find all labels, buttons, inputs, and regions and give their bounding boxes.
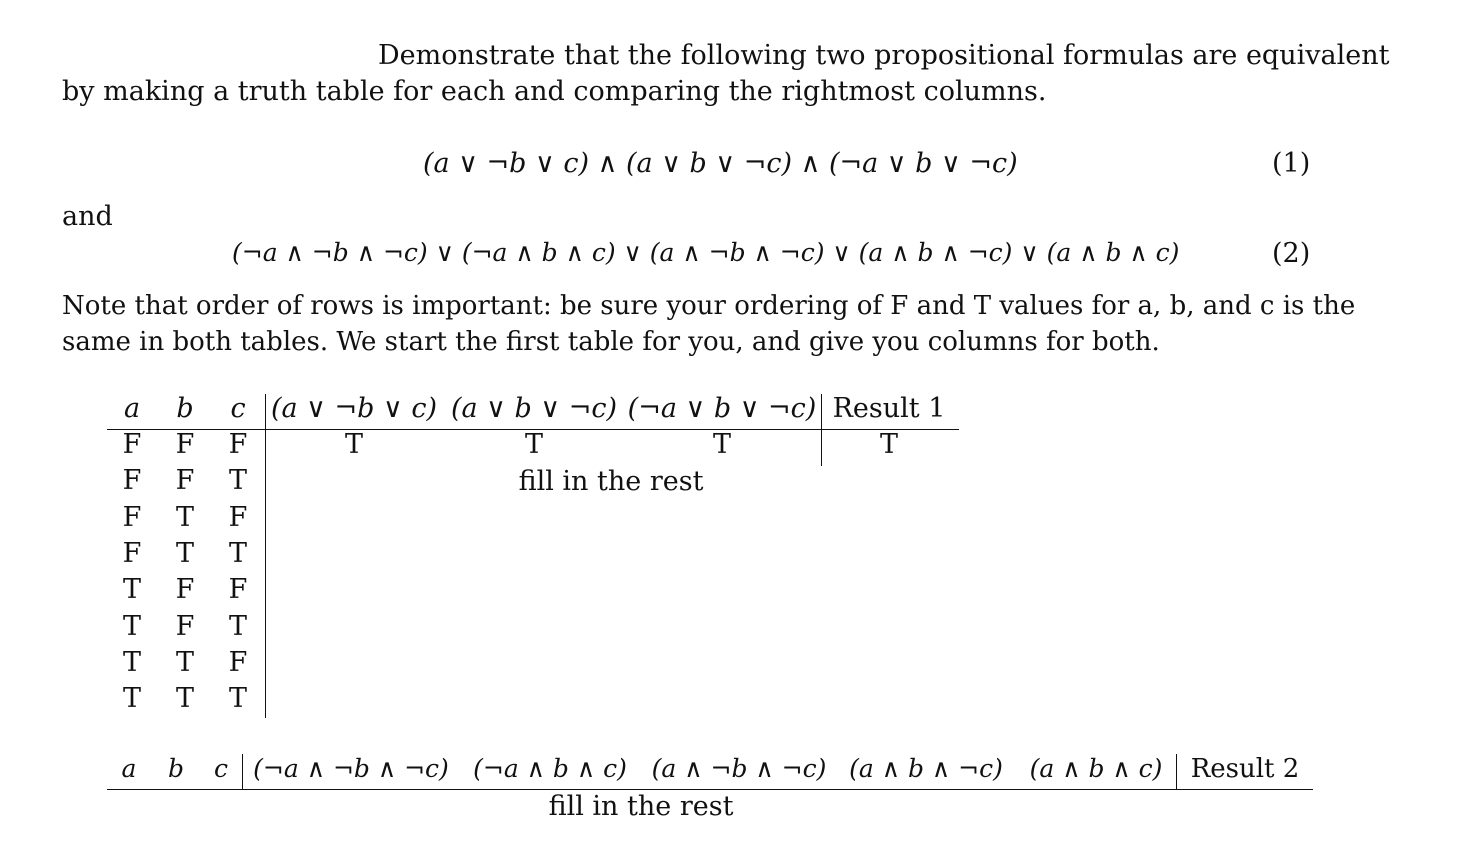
table1-cell-a: T (122, 683, 142, 715)
table1-cell-b: T (175, 537, 195, 569)
table2-header-term-3: (a ∧ ¬b ∧ ¬c) (651, 754, 827, 783)
table1-cell-b: F (175, 429, 195, 460)
table1-cell-c: F (228, 429, 248, 460)
table1-header-b: b (176, 393, 194, 424)
table2-header-term-5: (a ∧ b ∧ c) (1029, 754, 1163, 783)
table1-cell-b: F (175, 574, 195, 606)
table1-cell-c: T (228, 610, 248, 642)
table2-header-result: Result 2 (1190, 754, 1300, 784)
table1-cell-b: T (175, 646, 195, 678)
note-line-1: Note that order of rows is important: be sure your ordering of F and T values for a, b, and c is the (62, 291, 1356, 321)
table1-cell-c: T (228, 465, 248, 497)
table1-cell-a: T (122, 610, 142, 642)
table1-fill-note: fill in the rest (518, 466, 704, 497)
table1-cell-a: F (122, 537, 142, 569)
table2-header-c: c (213, 754, 229, 783)
table1-header-a: a (123, 393, 141, 424)
table2-header-term-1: (¬a ∧ ¬b ∧ ¬c) (253, 754, 449, 783)
table1-cell-a: F (122, 465, 142, 497)
table2-header-term-4: (a ∧ b ∧ ¬c) (849, 754, 1003, 783)
table1-result-divider (821, 394, 822, 466)
table1-cell-c: F (228, 501, 248, 533)
table2-result-divider (1176, 754, 1177, 789)
table1-cell-c: F (228, 574, 248, 606)
table1-cell-c: F (228, 646, 248, 678)
intro-line-2: by making a truth table for each and comparing the rightmost columns. (62, 76, 1047, 107)
equation-2-formula: (¬a ∧ ¬b ∧ ¬c) ∨ (¬a ∧ b ∧ c) ∨ (a ∧ ¬b ∧ ¬c) ∨ (a ∧ b ∧ ¬c) ∨ (a ∧ b ∧ c) (232, 238, 1180, 267)
table1-cell-b: T (175, 683, 195, 715)
table1-variable-divider (265, 394, 266, 718)
table2-header-a: a (121, 754, 137, 783)
equation-1-number: (1) (1272, 148, 1311, 179)
table2-header-b: b (167, 754, 185, 783)
table1-cell-a: T (122, 574, 142, 606)
table2-fill-note: fill in the rest (548, 791, 734, 822)
table2-header-term-2: (¬a ∧ b ∧ c) (473, 754, 627, 783)
table1-header-clause-2: (a ∨ b ∨ ¬c) (450, 393, 618, 424)
table1-cell-b: T (175, 501, 195, 533)
table1-header-clause-1: (a ∨ ¬b ∨ c) (270, 393, 438, 424)
table1-row1-clause-2: T (524, 429, 544, 460)
and-word: and (62, 201, 113, 232)
equation-1-formula: (a ∨ ¬b ∨ c) ∧ (a ∨ b ∨ ¬c) ∧ (¬a ∨ b ∨ ¬c) (423, 148, 1018, 179)
table2-variable-divider (242, 754, 243, 789)
table1-cell-c: T (228, 683, 248, 715)
table1-row1-clause-1: T (344, 429, 364, 460)
table1-cell-a: T (122, 646, 142, 678)
note-line-2: same in both tables. We start the first table for you, and give you columns for both. (62, 327, 1160, 357)
table1-cell-b: F (175, 465, 195, 497)
table1-header-clause-3: (¬a ∨ b ∨ ¬c) (627, 393, 817, 424)
table1-cell-c: T (228, 537, 248, 569)
table1-row1-clause-3: T (712, 429, 732, 460)
table1-cell-a: F (122, 501, 142, 533)
equation-2-number: (2) (1272, 238, 1311, 269)
table1-cell-b: F (175, 610, 195, 642)
table1-header-c: c (230, 393, 246, 424)
table1-row1-result: T (879, 429, 899, 460)
table1-cell-a: F (122, 429, 142, 460)
intro-line-1: Demonstrate that the following two propositional formulas are equivalent (378, 40, 1390, 71)
table2-header-rule (107, 789, 1313, 790)
table1-header-result: Result 1 (832, 393, 946, 424)
